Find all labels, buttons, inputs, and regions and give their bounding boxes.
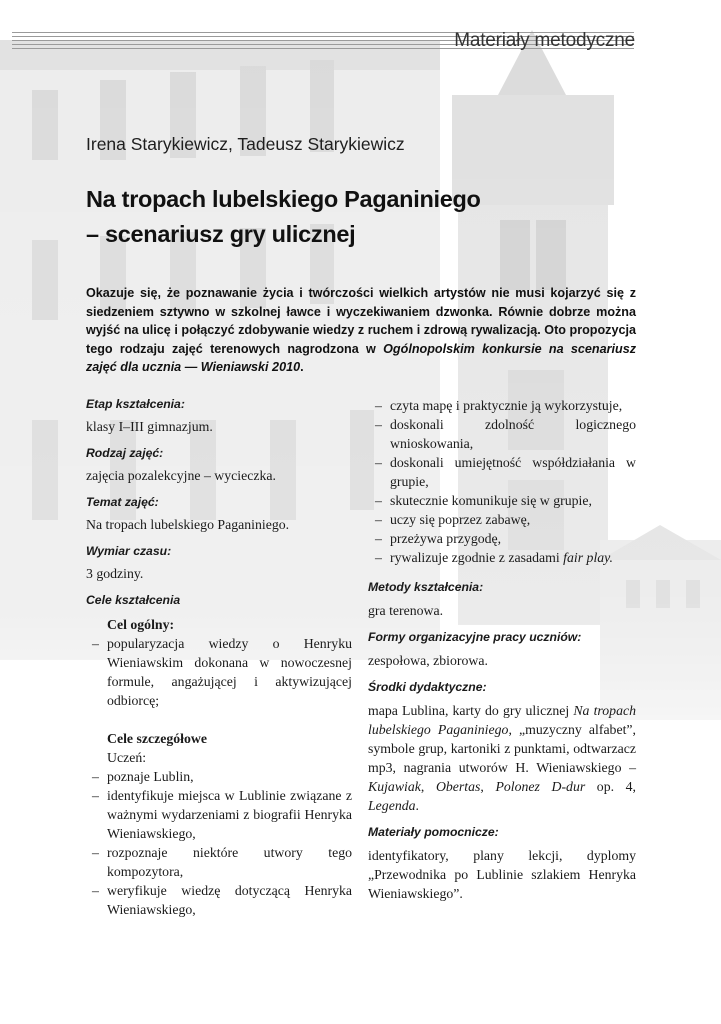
list-item: – rozpoznaje niektóre utwory tego kompozytora, <box>86 843 352 881</box>
list-item: – doskonali umiejętność współdziałania w grupie, <box>368 453 636 491</box>
list-item: – weryfikuje wiedzę dotyczącą Henryka Wieniawskiego, <box>86 881 352 919</box>
srodki-value: mapa Lublina, karty do gry ulicznej Na tropach lubelskiego Paganiniego, „muzyczny alfabet”, symbole grup, kartoniki z punktami, odtwarzacz mp3, nagrania utworów H. Wieniawskiego – Kujawiak, Obertas, Polonez D-dur op. 4, Legenda. <box>368 703 637 813</box>
list-item: – skutecznie komunikuje się w grupie, <box>368 491 636 510</box>
materialy-label: Materiały pomocnicze: <box>368 825 499 839</box>
metody-label: Metody kształcenia: <box>368 580 484 594</box>
list-item: – poznaje Lublin, <box>86 767 352 786</box>
article-title <box>86 182 481 252</box>
srodki-label: Środki dydaktyczne: <box>368 680 487 694</box>
list-item: – czyta mapę i praktycznie ją wykorzystuje, <box>368 396 636 415</box>
materialy-value: identyfikatory, plany lekcji, dyplomy „Przewodnika po Lublinie szlakiem Henryka Wieniawskiego”. <box>368 848 636 901</box>
rodzaj-value: zajęcia pozalekcyjne – wycieczka. <box>86 468 276 483</box>
cele-szczegolowe-label: Cele szczegółowe <box>107 731 207 746</box>
formy-value: zespołowa, zbiorowa. <box>368 653 488 668</box>
list-item: – rywalizuje zgodnie z zasadami fair play. <box>368 548 636 567</box>
wymiar-label: Wymiar czasu: <box>86 544 172 558</box>
list-item: – doskonali zdolność logicznego wnioskowania, <box>368 415 636 453</box>
left-column <box>86 396 352 919</box>
list-item: – uczy się poprzez zabawę, <box>368 510 636 529</box>
title-line-2: – scenariusz gry ulicznej <box>86 221 356 247</box>
right-column <box>368 396 636 903</box>
metody-value: gra terenowa. <box>368 603 444 618</box>
title-line-1: Na tropach lubelskiego Paganiniego <box>86 186 481 212</box>
list-item: – przeżywa przygodę, <box>368 529 636 548</box>
running-head: Materiały metodyczne <box>454 30 635 51</box>
cele-label: Cele kształcenia <box>86 593 181 607</box>
etap-value: klasy I–III gimnazjum. <box>86 419 213 434</box>
etap-label: Etap kształcenia: <box>86 397 185 411</box>
list-item: – identyfikuje miejsca w Lublinie związane z ważnymi wydarzeniami z biografii Henryka Wieniawskiego, <box>86 786 352 843</box>
wymiar-value: 3 godziny. <box>86 566 144 581</box>
rodzaj-label: Rodzaj zajęć: <box>86 446 164 460</box>
formy-label: Formy organizacyjne pracy uczniów: <box>368 630 582 644</box>
cel-ogolny-label: Cel ogólny: <box>107 617 175 632</box>
lead-paragraph: Okazuje się, że poznawanie życia i twórczości wielkich artystów nie musi kojarzyć się z siedzeniem sztywno w szkolnej ławce i wyczekiwaniem dzwonka. Równie dobrze można wyjść na ulicę i połączyć zdobywanie wiedzy z ruchem i zdrową rywalizacją. Oto propozycja tego rodzaju zajęć terenowych nagrodzona w Ogólnopolskim konkursie na scenariusz zajęć dla ucznia — Wieniawski 2010. <box>86 286 636 375</box>
uczen-label: Uczeń: <box>107 750 147 765</box>
cel-ogolny-item: – popularyzacja wiedzy o Henryku Wieniawskim dokonana w nowoczesnej formule, angażującej i aktywizującej odbiorcę; <box>86 634 352 710</box>
authors: Irena Starykiewicz, Tadeusz Starykiewicz <box>86 134 405 154</box>
temat-value: Na tropach lubelskiego Paganiniego. <box>86 517 290 532</box>
temat-label: Temat zajęć: <box>86 495 159 509</box>
